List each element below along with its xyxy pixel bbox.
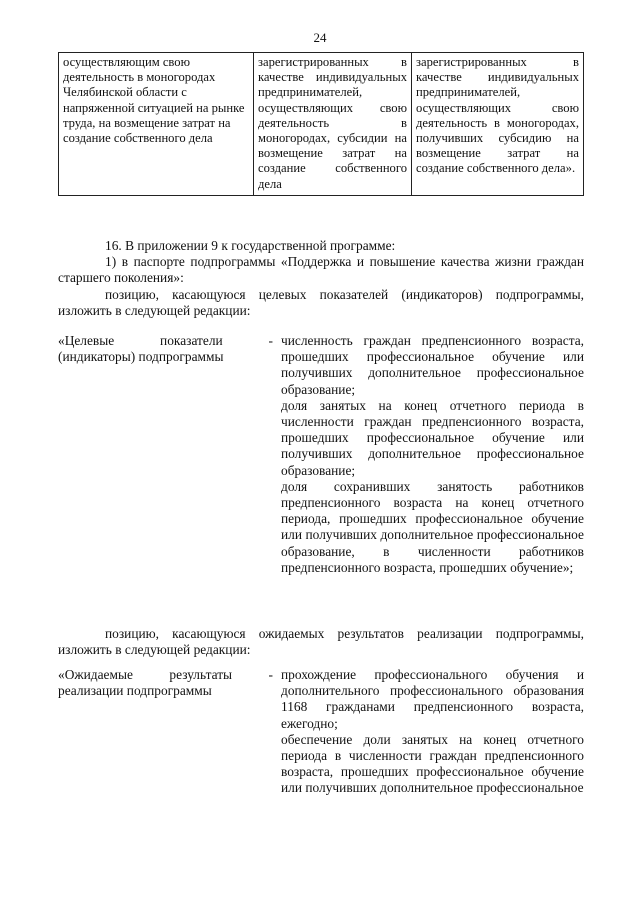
target-indicators-block: [58, 333, 584, 576]
table-cell-col1: осуществляющим свою деятельность в моногородах Челябинской области с напряженной ситуацией на рынке труда, на возмещение затрат на создание собственного дела: [59, 53, 254, 196]
table-row: [59, 53, 584, 196]
label-line: «Целевые показатели -: [58, 333, 273, 348]
target-indicators-values: [273, 333, 584, 576]
expected-results-label: [58, 667, 273, 797]
table-cell-col3: зарегистрированных в качестве индивидуальных предпринимателей, осуществляющих свою деятельность в моногородах, получивших субсидию на возмещение затрат на создание собственного дела».: [412, 53, 584, 196]
continuation-table: [58, 52, 584, 196]
list-item: доля занятых на конец отчетного периода в численности граждан предпенсионного возраста, прошедших профессиональное обучение или получивших дополнительное профессиональное образование;: [281, 397, 584, 478]
paragraph-position-targets: позицию, касающуюся целевых показателей (индикаторов) подпрограммы, изложить в следующей редакции:: [58, 286, 584, 318]
list-item: численность граждан предпенсионного возраста, прошедших профессиональное обучение или получивших дополнительное профессиональное образование;: [281, 333, 584, 397]
amendment-results-intro: [58, 626, 584, 658]
page-number: 24: [313, 30, 327, 45]
list-item: прохождение профессионального обучения и дополнительного профессионального образования 1168 гражданами предпенсионного возраста, ежегодно;: [281, 667, 584, 731]
paragraph-position-results: позицию, касающуюся ожидаемых результатов реализации подпрограммы, изложить в следующей редакции:: [58, 626, 584, 658]
label-line: «Ожидаемые результаты -: [58, 667, 273, 682]
label-line: (индикаторы) подпрограммы: [58, 349, 224, 365]
amendment-intro: [58, 238, 584, 319]
target-indicators-label: [58, 333, 273, 576]
list-item: доля сохранивших занятость работников предпенсионного возраста на конец отчетного периода, прошедших профессиональное обучение или получивших дополнительное профессиональное образование, в численности работников предпенсионного возраста, прошедших обучение»;: [281, 478, 584, 575]
paragraph-item-1: 1) в паспорте подпрограммы «Поддержка и повышение качества жизни граждан старшего поколения»:: [58, 254, 584, 286]
expected-results-values: [273, 667, 584, 797]
list-item: обеспечение доли занятых на конец отчетного периода в численности граждан предпенсионного возраста, прошедших профессиональное обучение или получивших дополнительное профессиональное: [281, 731, 584, 796]
table-cell-col2: зарегистрированных в качестве индивидуальных предпринимателей, осуществляющих свою деятельность в моногородах, субсидии на возмещение затрат на создание собственного дела: [254, 53, 412, 196]
expected-results-block: [58, 667, 584, 797]
paragraph-16: 16. В приложении 9 к государственной программе:: [105, 238, 396, 253]
label-line: реализации подпрограммы: [58, 683, 212, 699]
